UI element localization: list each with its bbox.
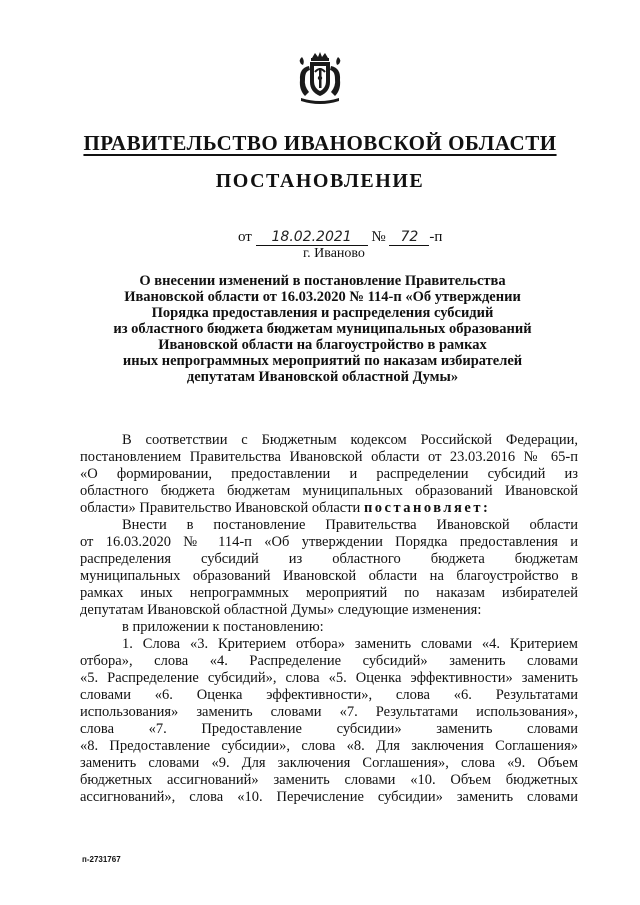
number-suffix: -п [429, 229, 443, 245]
organization-title: ПРАВИТЕЛЬСТВО ИВАНОВСКОЙ ОБЛАСТИ [83, 131, 557, 155]
paragraph-item-1 [80, 636, 578, 806]
document-body [80, 432, 578, 806]
text-line: постановлением Правительства Ивановской области от 23.03.2016 № 65-п [80, 449, 578, 465]
text-line: заменить словами «9. Для заключения Соглашения», слова «9. Объем [80, 755, 578, 771]
text-line: слова «7. Предоставление субсидии» заменить словами [80, 721, 578, 737]
text-line: распределения субсидий из областного бюджета бюджетам [80, 551, 578, 567]
handwritten-number: 72 [389, 229, 429, 246]
paragraph-preamble [80, 432, 578, 517]
text-line: от 16.03.2020 № 114-п «Об утверждении Порядка предоставления и [80, 534, 578, 550]
subject-line: Порядка предоставления и распределения субсидий [151, 305, 494, 321]
text-line: бюджетных ассигнований» заменить словами «10. Объем бюджетных [80, 772, 578, 788]
text-line: депутатам Ивановской областной Думы» следующие изменения: [80, 602, 482, 618]
city: г. Иваново [303, 246, 365, 261]
document-code: п-2731767 [82, 855, 121, 864]
decree-word: постановляет: [363, 500, 491, 516]
number-sign: № [371, 229, 386, 245]
date-prefix: от [238, 229, 252, 245]
subject-line: депутатам Ивановской областной Думы» [186, 369, 459, 385]
text-line: Внести в постановление Правительства Ивановской области [122, 517, 578, 533]
text-line: В соответствии с Бюджетным кодексом Российской Федерации, [122, 432, 578, 448]
coat-of-arms-icon [295, 52, 345, 104]
text-line: муниципальных образований Ивановской области на благоустройство в [80, 568, 578, 584]
subject-line: из областного бюджета бюджетам муниципальных образований [113, 321, 532, 337]
paragraph-amendment [80, 517, 578, 619]
text-line: в приложении к постановлению: [122, 619, 324, 635]
date-number-line [238, 229, 442, 246]
subject-line: Ивановской области на благоустройство в рамках [158, 337, 487, 353]
text-line: словами «6. Оценка эффективности», слова «6. Результатами [80, 687, 578, 703]
text-line: области» Правительство Ивановской области постановляет: [80, 500, 491, 516]
text-line: областного бюджета бюджетам муниципальных образований Ивановской [80, 483, 578, 499]
subject-line: иных непрограммных мероприятий по наказам избирателей [122, 353, 523, 369]
subject-line: О внесении изменений в постановление Правительства [139, 273, 506, 289]
document-type: ПОСТАНОВЛЕНИЕ [215, 170, 425, 192]
subject-line: Ивановской области от 16.03.2020 № 114-п «Об утверждении [124, 289, 521, 305]
text-line: использования» заменить словами «7. Результатами использования», [80, 704, 578, 720]
handwritten-date: 18.02.2021 [256, 229, 368, 246]
text-line: «8. Предоставление субсидии», слова «8. Для заключения Соглашения» [80, 738, 578, 754]
text-line: «5. Распределение субсидий», слова «5. Оценка эффективности» заменить [80, 670, 578, 686]
paragraph-appendix [80, 619, 578, 636]
text-line: 1. Слова «3. Критерием отбора» заменить словами «4. Критерием [122, 636, 578, 652]
text-line: рамках иных непрограммных мероприятий по наказам избирателей [80, 585, 578, 601]
text-line: ассигнований», слова «10. Перечисление субсидии» заменить словами [80, 789, 578, 805]
text-line: отбора», слова «4. Распределение субсидий» заменить словами [80, 653, 578, 669]
document-subject [90, 273, 555, 385]
text-line: «О формировании, предоставлении и распределении субсидий из [80, 466, 578, 482]
